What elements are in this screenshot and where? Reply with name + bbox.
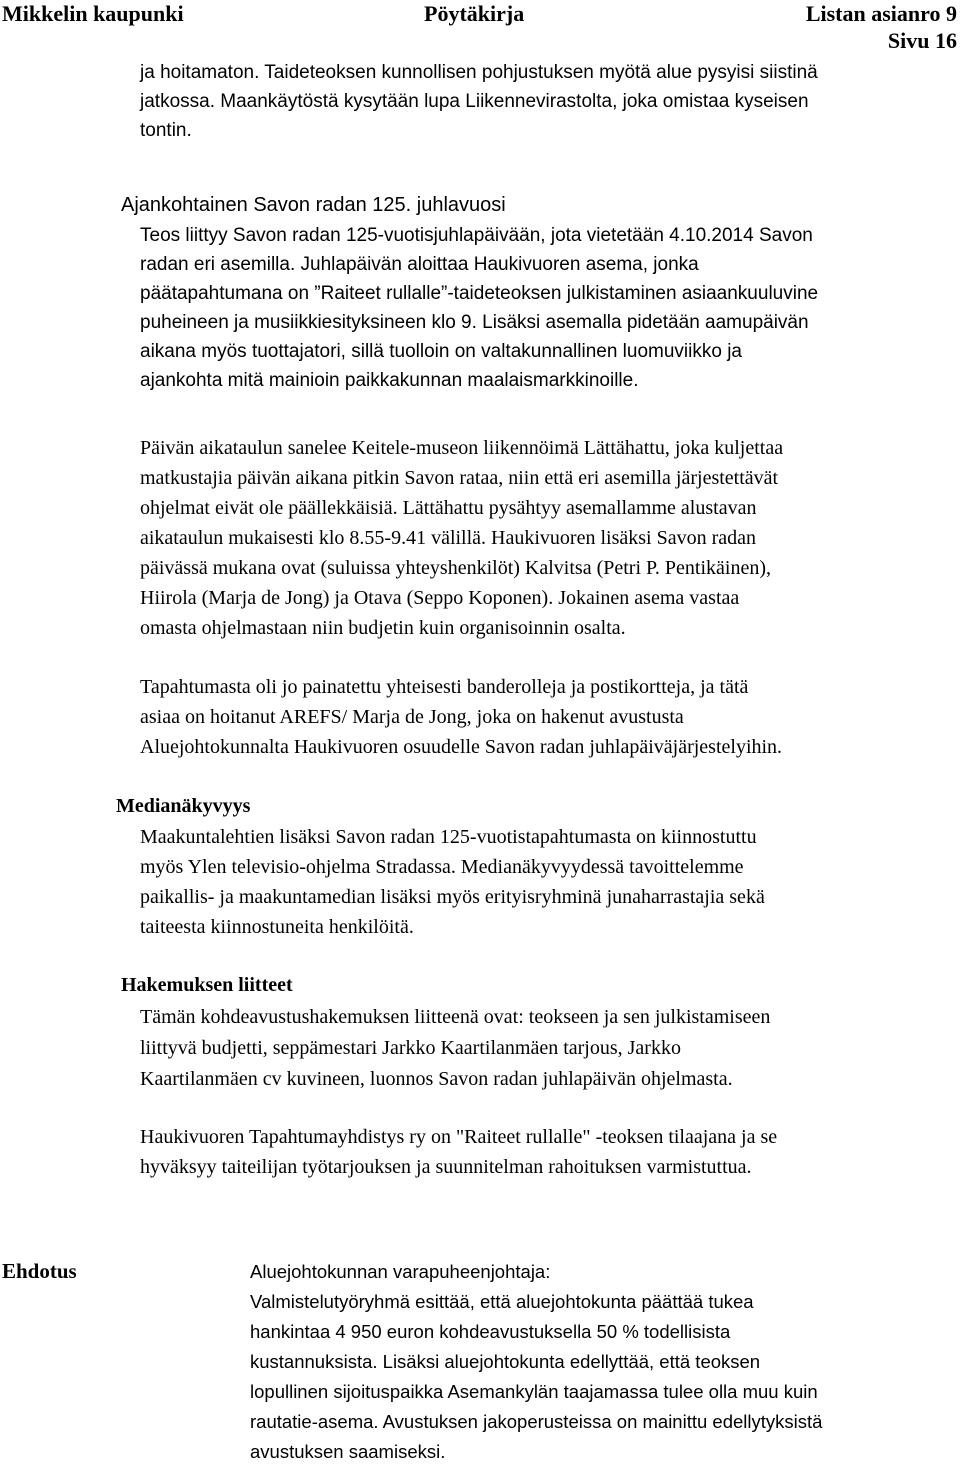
text-line: puheineen ja musiikkiesityksineen klo 9. Lisäksi asemalla pidetään aamupäivän [140,312,809,333]
text-line: kustannuksista. Lisäksi aluejohtokunta edellyttää, että teoksen [250,1351,761,1372]
printed-materials-paragraph [140,672,782,762]
text-line: Päivän aikataulun sanelee Keitele-museon liikennöimä Lättähattu, joka kuljettaa [140,437,784,459]
text-line: Valmistelutyöryhmä esittää, että aluejohtokunta päättää tukea [250,1291,754,1312]
text-line: rautatie-asema. Avustuksen jakoperusteissa on mainittu edellytyksistä [250,1411,823,1432]
text-line: Kaartilanmäen cv kuvineen, luonnos Savon radan juhlapäivän ohjelmasta. [140,1068,733,1090]
text-line: Haukivuoren Tapahtumayhdistys ry on "Raiteet rullalle" -teoksen tilaajana ja se [140,1126,778,1148]
text-line: matkustajia päivän aikana pitkin Savon rataa, niin että eri asemilla järjestettävät [140,467,779,489]
text-line: Tapahtumasta oli jo painatettu yhteisesti banderolleja ja postikortteja, ja tätä [140,676,749,698]
header-agenda-item: Listan asianro 9 [805,1,957,26]
media-paragraph [140,822,765,942]
text-line: tontin. [140,120,192,141]
text-line: Teos liittyy Savon radan 125-vuotisjuhlapäivään, jota vietetään 4.10.2014 Savon [140,225,813,246]
anniversary-paragraph [140,221,818,395]
text-line: aikataulun mukaisesti klo 8.55-9.41 välillä. Haukivuoren lisäksi Savon radan [140,527,756,549]
text-line: päätapahtumana on ”Raiteet rullalle”-taideteoksen julkistaminen asiaankuuluvine [140,283,819,304]
header-doc-type: Pöytäkirja [424,1,525,26]
subheading-anniversary: Ajankohtainen Savon radan 125. juhlavuosi [121,194,506,216]
text-line: ja hoitamaton. Taideteoksen kunnollisen pohjustuksen myötä alue pysyisi siistinä [140,62,818,83]
text-line: Maakuntalehtien lisäksi Savon radan 125-vuotistapahtumasta on kiinnostuttu [140,826,757,848]
text-line: myös Ylen televisio-ohjelma Stradassa. Medianäkyvyydessä tavoittelemme [140,856,744,878]
text-line: paikallis- ja maakuntamedian lisäksi myös erityisryhminä junaharrastajia sekä [140,886,765,908]
header-page-number: Sivu 16 [887,28,957,53]
heading-media-visibility: Medianäkyvyys [116,795,251,817]
text-line: omasta ohjelmastaan niin budjetin kuin organisoinnin osalta. [140,617,626,639]
text-line: liittyvä budjetti, seppämestari Jarkko Kaartilanmäen tarjous, Jarkko [140,1037,681,1059]
text-line: jatkossa. Maankäytöstä kysytään lupa Liikennevirastolta, joka omistaa kyseisen [140,91,809,112]
header-organization: Mikkelin kaupunki [2,1,184,26]
proposal-label: Ehdotus [2,1259,77,1283]
text-line: aikana myös tuottajatori, sillä tuolloin on valtakunnallinen luomuviikko ja [140,341,742,362]
schedule-paragraph [140,433,783,643]
proposal-presenter: Aluejohtokunnan varapuheenjohtaja: [250,1261,551,1282]
text-line: ohjelmat eivät ole päällekkäisiä. Lättähattu pysähtyy asemallamme alustavan [140,497,757,519]
commission-paragraph [140,1122,777,1182]
text-line: radan eri asemilla. Juhlapäivän aloittaa Haukivuoren asema, jonka [140,254,699,275]
text-line: hankintaa 4 950 euron kohdeavustuksella 50 % todellisista [250,1321,731,1342]
text-line: ajankohta mitä mainioin paikkakunnan maalaismarkkinoille. [140,370,639,391]
text-line: Hiirola (Marja de Jong) ja Otava (Seppo Koponen). Jokainen asema vastaa [140,587,740,609]
text-line: hyväksyy taiteilijan työtarjouksen ja suunnitelman rahoituksen varmistuttua. [140,1156,752,1178]
text-line: lopullinen sijoituspaikka Asemankylän taajamassa tulee olla muu kuin [250,1381,818,1402]
attachments-paragraph [140,1002,770,1095]
text-line: Tämän kohdeavustushakemuksen liitteenä ovat: teokseen ja sen julkistamiseen [140,1006,771,1028]
text-line: asiaa on hoitanut AREFS/ Marja de Jong, joka on hakenut avustusta [140,706,684,728]
text-line: avustuksen saamiseksi. [250,1441,446,1462]
text-line: taiteesta kiinnostuneita henkilöitä. [140,916,414,938]
heading-attachments: Hakemuksen liitteet [121,974,293,996]
text-line: päivässä mukana ovat (suluissa yhteyshenkilöt) Kalvitsa (Petri P. Pentikäinen), [140,557,771,579]
intro-paragraph [140,58,818,145]
proposal-paragraph [250,1257,822,1467]
text-line: Aluejohtokunnalta Haukivuoren osuudelle Savon radan juhlapäiväjärjestelyihin. [140,736,783,758]
